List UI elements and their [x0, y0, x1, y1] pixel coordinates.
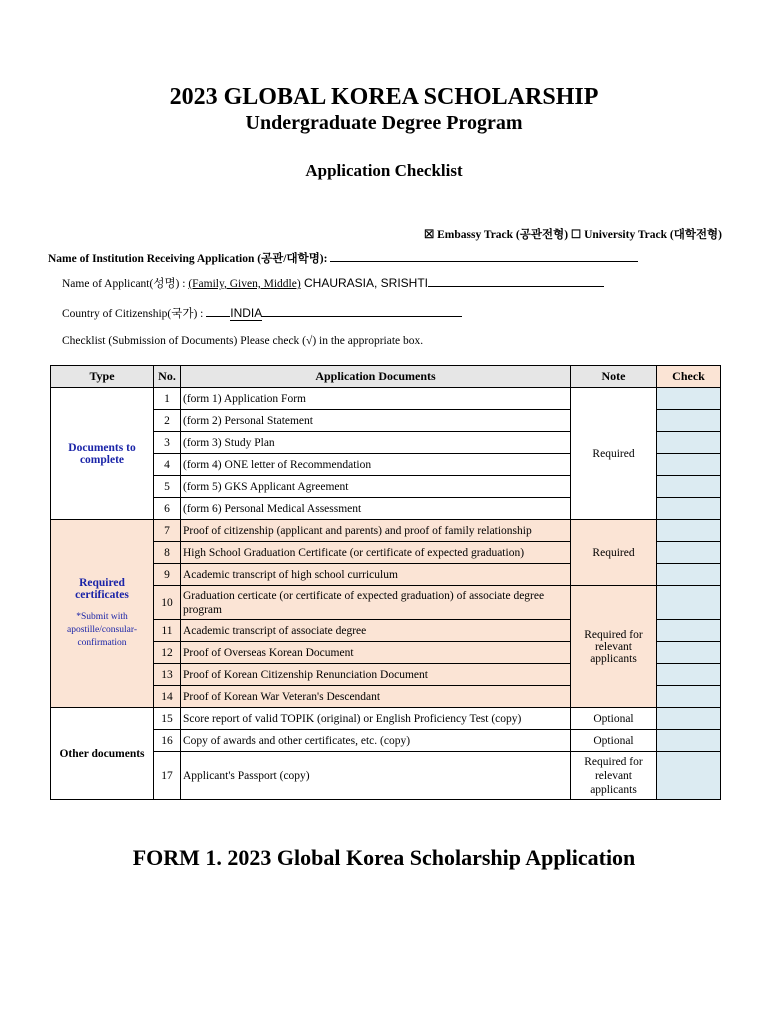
row-doc: Applicant's Passport (copy) [181, 752, 571, 800]
row-no: 16 [154, 730, 181, 752]
program-subtitle: Undergraduate Degree Program [245, 112, 523, 134]
checklist-instruction: Checklist (Submission of Documents) Please check (√) in the appropriate box. [62, 335, 424, 347]
form-1-heading: FORM 1. 2023 Global Korea Scholarship Application [132, 845, 636, 870]
check-box-16[interactable] [657, 730, 721, 752]
header-type: Type [51, 366, 154, 388]
row-doc: High School Graduation Certificate (or certificate of expected graduation) [181, 542, 571, 564]
row-doc: Proof of Korean War Veteran's Descendant [181, 686, 571, 708]
institution-line [48, 250, 638, 266]
check-box-13[interactable] [657, 664, 721, 686]
row-doc: Proof of Korean Citizenship Renunciation Document [181, 664, 571, 686]
check-box-17[interactable] [657, 752, 721, 800]
check-box-6[interactable] [657, 498, 721, 520]
row-doc: (form 2) Personal Statement [181, 410, 571, 432]
row-no: 4 [154, 454, 181, 476]
checklist-table [50, 365, 721, 800]
row-no: 13 [154, 664, 181, 686]
type-required-certificates [51, 520, 154, 708]
citizenship-line [62, 305, 462, 321]
row-doc: Proof of Overseas Korean Document [181, 642, 571, 664]
institution-field[interactable] [330, 250, 638, 262]
required-certificates-label: Required certificates [75, 577, 129, 601]
note-required-relevant: Required for relevant applicants [571, 586, 657, 708]
row-no: 12 [154, 642, 181, 664]
citizenship-label: Country of Citizenship(국가) : [62, 308, 207, 320]
citizenship-underline-right [262, 305, 462, 317]
row-no: 15 [154, 708, 181, 730]
row-doc: (form 6) Personal Medical Assessment [181, 498, 571, 520]
checklist-title: Application Checklist [305, 161, 463, 180]
row-doc: (form 3) Study Plan [181, 432, 571, 454]
row-doc: Copy of awards and other certificates, etc. (copy) [181, 730, 571, 752]
row-doc: Academic transcript of associate degree [181, 620, 571, 642]
header-check: Check [657, 366, 721, 388]
applicant-underline [428, 275, 604, 287]
row-doc: (form 4) ONE letter of Recommendation [181, 454, 571, 476]
row-doc: Proof of citizenship (applicant and parents) and proof of family relationship [181, 520, 571, 542]
row-doc: Academic transcript of high school curriculum [181, 564, 571, 586]
note-required-relevant: Required for relevant applicants [571, 752, 657, 800]
institution-label: Name of Institution Receiving Application (공관/대학명): [48, 253, 331, 265]
document-title: 2023 GLOBAL KOREA SCHOLARSHIP [169, 84, 599, 110]
check-box-9[interactable] [657, 564, 721, 586]
applicant-line [62, 275, 604, 291]
type-documents-to-complete: Documents to complete [51, 388, 154, 520]
track-selection[interactable]: ☒ Embassy Track (공관전형) ☐ University Track (대학전형) [423, 229, 722, 241]
check-box-12[interactable] [657, 642, 721, 664]
check-box-1[interactable] [657, 388, 721, 410]
row-no: 2 [154, 410, 181, 432]
row-no: 14 [154, 686, 181, 708]
row-no: 8 [154, 542, 181, 564]
row-no: 10 [154, 586, 181, 620]
check-box-11[interactable] [657, 620, 721, 642]
row-no: 1 [154, 388, 181, 410]
note-optional: Optional [571, 708, 657, 730]
row-no: 3 [154, 432, 181, 454]
citizenship-underline-left [206, 305, 230, 317]
header-documents: Application Documents [181, 366, 571, 388]
row-doc: (form 5) GKS Applicant Agreement [181, 476, 571, 498]
check-box-5[interactable] [657, 476, 721, 498]
row-doc: (form 1) Application Form [181, 388, 571, 410]
row-doc: Graduation certicate (or certificate of expected graduation) of associate degree program [181, 586, 571, 620]
check-box-7[interactable] [657, 520, 721, 542]
apostille-note: *Submit with apostille/consular-confirmation [67, 612, 137, 648]
row-no: 17 [154, 752, 181, 800]
check-box-3[interactable] [657, 432, 721, 454]
applicant-name-value[interactable]: CHAURASIA, SRISHTI [300, 276, 429, 290]
row-no: 6 [154, 498, 181, 520]
note-required: Required [571, 388, 657, 520]
applicant-label: Name of Applicant(성명) : [62, 278, 189, 290]
applicant-hint: (Family, Given, Middle) [188, 278, 301, 290]
check-box-15[interactable] [657, 708, 721, 730]
citizenship-value[interactable]: INDIA [230, 306, 263, 320]
row-no: 7 [154, 520, 181, 542]
check-box-8[interactable] [657, 542, 721, 564]
row-no: 9 [154, 564, 181, 586]
check-box-2[interactable] [657, 410, 721, 432]
row-doc: Score report of valid TOPIK (original) or English Proficiency Test (copy) [181, 708, 571, 730]
row-no: 5 [154, 476, 181, 498]
row-no: 11 [154, 620, 181, 642]
check-box-14[interactable] [657, 686, 721, 708]
note-required: Required [571, 520, 657, 586]
header-no: No. [154, 366, 181, 388]
check-box-4[interactable] [657, 454, 721, 476]
check-box-10[interactable] [657, 586, 721, 620]
header-note: Note [571, 366, 657, 388]
note-optional: Optional [571, 730, 657, 752]
type-other-documents: Other documents [51, 708, 154, 800]
